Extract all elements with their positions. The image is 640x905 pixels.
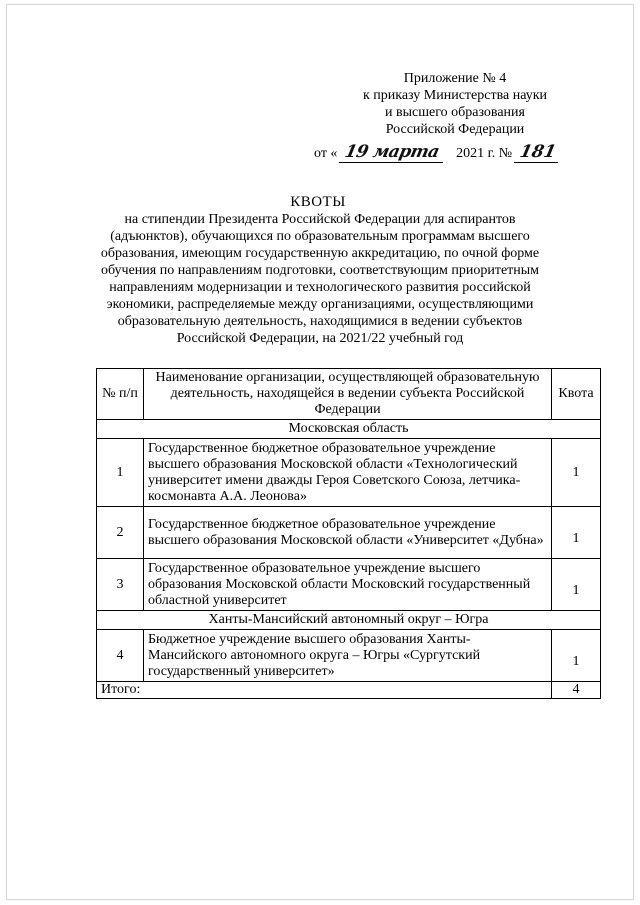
table-row — [97, 630, 601, 682]
table-header-row — [97, 369, 601, 420]
row-quota: 1 — [552, 630, 601, 682]
total-row — [97, 682, 601, 699]
row-quota: 1 — [552, 559, 601, 611]
row-quota: 1 — [552, 507, 601, 559]
handwritten-date: 19 марта — [339, 142, 447, 163]
region-name: Московская область — [97, 420, 601, 439]
table-row — [97, 439, 601, 507]
region-row — [97, 611, 601, 630]
annex-ministry-line: и высшего образования — [385, 105, 525, 120]
table-row — [97, 507, 601, 559]
row-quota: 1 — [552, 439, 601, 507]
row-num: 3 — [97, 559, 144, 611]
date-prefix: от « — [314, 146, 338, 161]
table-row — [97, 559, 601, 611]
row-org-name: Государственное образовательное учреждение высшего образования Московской области Московский государственный областной университет — [144, 559, 552, 611]
quota-table — [96, 368, 601, 699]
row-num: 4 — [97, 630, 144, 682]
header-num: № п/п — [97, 369, 144, 420]
row-num: 1 — [97, 439, 144, 507]
annex-number: Приложение № 4 — [403, 71, 507, 86]
annex-order-line: к приказу Министерства науки — [362, 88, 548, 103]
handwritten-order-number: 181 — [513, 142, 561, 163]
header-quota: Квота — [552, 369, 601, 420]
row-org-name: Государственное бюджетное образовательное учреждение высшего образования Московской области «Университет «Дубна» — [144, 507, 552, 559]
header-name: Наименование организации, осуществляющей образовательную деятельность, находящейся в ведении субъекта Российской Федерации — [144, 369, 552, 420]
year-and-number-label: 2021 г. № — [456, 146, 513, 161]
region-name: Ханты-Мансийский автономный округ – Югра — [97, 611, 601, 630]
order-date-line — [314, 142, 559, 164]
annex-header — [330, 70, 580, 138]
row-org-name: Бюджетное учреждение высшего образования Ханты-Мансийского автономного округа – Югры «Сургутский государственный университет» — [144, 630, 552, 682]
row-org-name: Государственное бюджетное образовательное учреждение высшего образования Московской области «Технологический университет имени дважды Героя Советского Союза, летчика-космонавта А.А. Леонова» — [144, 439, 552, 507]
total-value: 4 — [552, 682, 601, 699]
region-row — [97, 420, 601, 439]
document-subtitle: на стипендии Президента Российской Федерации для аспирантов (адъюнктов), обучающихся по образовательным программам высшего образования, имеющим государственную аккредитацию, по очной форме обучения по направлениям подготовки, соответствующим приоритетным направлениям модернизации и технологического развития российской экономики, распределяемые между организациями, осуществляющими образовательную деятельность, находящимися в ведении субъектов Российской Федерации, на 2021/22 учебный год — [100, 212, 540, 346]
row-num: 2 — [97, 507, 144, 559]
annex-federation-line: Российской Федерации — [385, 122, 525, 137]
total-label: Итого: — [97, 682, 552, 699]
document-title: КВОТЫ — [290, 194, 346, 210]
